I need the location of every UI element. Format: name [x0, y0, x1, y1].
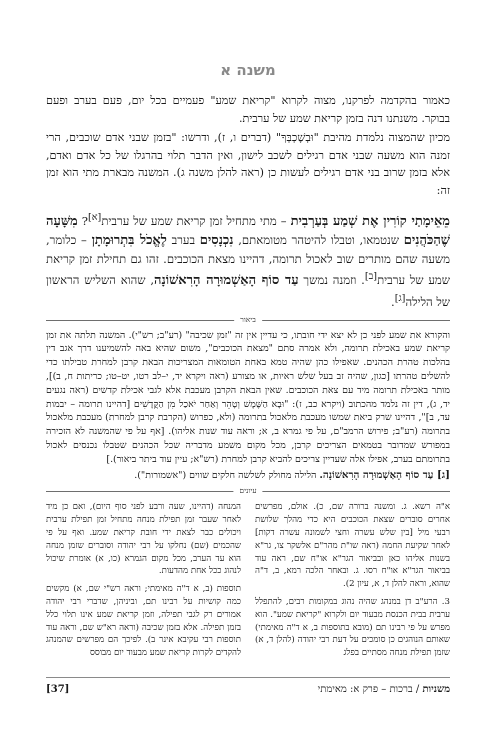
divider-iyunim: [46, 485, 450, 497]
mishnah-quote: מִשָּׁעָה שֶׁהַכֹּהֲנִים: [46, 213, 451, 248]
notes-section: [46, 501, 450, 665]
commentary-lead: [ג] עַד סוֹף הָאַשְׁמוּרָה הָרִאשׁוֹנָה.: [319, 468, 450, 481]
divider-label: עיונים: [233, 485, 262, 497]
commentary-paragraph: והקורא את שמע לפני כן לא יצא ידי חובתו, כי עדיין אין זה "זמן שכיבה" (רע"ב; רש"י). המשנה תלתה את זמן קריאת שמע באכילת תרומה, ולא אמרה סתם "מצאת הכוכבים", משום שהיא באה להשמיענו דרך אגב דין בהלכות טהרת הכהנים. שאפילו כהן שהיה טמא באחת הטומאות המצריכות הבאת קרבן למחרת טבילתו כדי להשלים טהרתו [כגון, שהיה זב בעל שלש ראיות, או מצורע (ראה ויקרא יד, י–לב רטו, יט–טו; כריתות ח, ב)], מותר באכילת תרומה מיד עם צאת הכוכבים. שאין הבאת הקרבן מעכבת אלא לגבי אכילת קדשים (ראה נגעים יד, ג), דין זה נלמד מהכתוב (ויקרא כב, ז): "וּבָא הַשֶּׁמֶשׁ וְטָהֵר וְאַחַר יֹאכַל מִן הַקֳּדָשִׁים [דהיינו תרומה – יבמות עד, ב]", דהיינו שרק ביאת שמשו מעכבת מלאכול בתרומה (ולא, כפרוש (הקרבת קרבן למחרת) מעכבת מלאכול בתרומה (רע"ב; פירוש הרמב"ם, על פי גמרא ב, א; וראה עוד שנות אליהו). [אף על פי שהמשנה לא הזכירה במפורש שמדובר בטמאים הצריכים קרבן, מכל מקום משמע מדבריה שכל הכהנים שטבלו נכנסים לאכול בתרומתם בערב, אפילו אלה שעדיין צריכים להביא קרבן למחרת (רש"א; עיין עוד ביתר ביאור).]: [46, 329, 450, 465]
notes-column-right: [255, 501, 450, 665]
divider-label: ביאור: [234, 314, 262, 326]
book-name: משניות: [422, 684, 450, 695]
note-paragraph: 3. הרע"ב דן במנהג שהיה נהוג במקומות רבים, להתפלל ערבית בבית הכנסת מבעוד יום ולקרוא "קריאת שמע". הוא מפרש על פי רבינו תם (מובא בתוספות ב, א ד"ה מאימתי) שאותם הנוהגים כן סומכים על דעת רבי יהודה (להלן ד, א) שזמן תפילת מנחה מסתיים בפלג: [255, 596, 450, 659]
footnote-marker: [ג]: [394, 292, 406, 304]
mishnah-explanation: – מתי מתחיל זמן קריאת שמע של ערבית: [101, 213, 291, 228]
introduction: [46, 92, 450, 199]
footnote-marker: [א]: [87, 212, 102, 223]
mishnah-quote: מֵאֵימָתַי קוֹרִין אֶת שְׁמַע בְּעַרְבִית: [290, 213, 450, 229]
mishnah-quote: עַד סוֹף הָאַשְׁמוּרָה הָרִאשׁוֹנָה: [154, 272, 299, 288]
mishnah-explanation: , שהוא השליש הראשון של הלילה: [46, 272, 450, 309]
chapter-name: / ברכות – פרק א: מאימתי: [317, 684, 423, 695]
mishnah-explanation: . וזמנה נמשך: [298, 272, 365, 287]
intro-paragraph: כאמור בהקדמה לפרקנו, מצוה לקרוא "קריאת שמע" פעמיים בכל יום, פעם בערב ופעם בבוקר. משנתנו דנה בזמן קריאת שמע של ערבית.: [46, 94, 450, 125]
divider-biur: [46, 314, 450, 326]
mishnah-quote: נִכְנָסִים: [199, 232, 234, 248]
commentary-paragraph: [46, 469, 450, 483]
mishnah-quote: לֶאֱכֹל בִּתְרוּמָתָן: [91, 232, 167, 248]
running-title: [318, 683, 450, 697]
mishnah-explanation: – כלומר, משעה שהם מותרים שוב לאכול תרומה, דהיינו מצאת הכוכבים. זהו גם תחילת זמן קריאת שמע של ערבית: [46, 232, 450, 287]
note-paragraph: המנחה (דהיינו, שעה ורבע לפני סוף היום), ואם כן מיד לאחר שעבר זמן תפילת מנחה מתחיל זמן תפילת ערבית ויכולים כבר לצאת ידי חובת קריאת שמע. ואף על פי שהכמים (שם) נחלקו על רבי יהודה וסוברים שזמן מנחה הוא עד הערב, מכל מקום הגמרא (כו, א) אומרת שיכול לנהוג ככל אחת מהדעות.: [46, 502, 241, 577]
commentary: [46, 329, 450, 483]
mishnah-explanation: .: [391, 294, 395, 309]
note-paragraph: א"ה רשא. ג. ומשנה ברורה שם, כ). אולם, מפרשים אחרים סוברים שצאת הכוכבים היא כדי מהלך שלושת רבעי מיל [בין שלש עשרה וחצי לשמונה עשרה דקות] לאחר שקיעת החמה (ראה שו"ת מהר"ם אלשקר צו, גר"א בשנות אליהו כאן ובביאור הגר"א או"ח שם, ראה עוד בביאור הגר"א או"ח רסו. ג. ובאחר הלכה רמא, ב, ד"ה שהוא, וראה להלן ד, א, עיון 2).: [255, 502, 450, 590]
page-number: [37]: [46, 684, 70, 695]
mishnah-explanation: בערב: [166, 232, 200, 247]
intro-paragraph: מכיון שהמצוה נלמדת מהיבת "וּבְשָׁכְבְּךָ" (דברים ו, ז), ודרשו: "בזמן שבני אדם שוכבים, הרי זמנה הוא משעה שבני אדם רגילים לשכב לישון, ואין הדבר תלוי בהרגלו של כל אדם ואדם, אלא בזמן שרוב בני אדם רגילים לעשות כן (ראה להלן משנה ג). המשנה מבארת מתי הוא זמן זה:: [46, 131, 450, 197]
mishnah-text: [46, 209, 450, 311]
mishnah-explanation: שנטמאו, וטבלו להיטהר מטומאתם,: [233, 232, 404, 247]
commentary-text: הלילה מחולק לשלשה חלקים שווים ("אשמורות").: [134, 469, 320, 481]
section-title: משנה א: [220, 61, 276, 79]
notes-column-left: [46, 501, 241, 665]
mishnah-explanation: ?: [77, 213, 88, 228]
footnote-marker: [ב]: [364, 270, 378, 282]
page-footer: [46, 677, 450, 697]
note-paragraph: תוספות (ב, א ד"ה מאימתי; וראה רש"י שם, א) מקשים כמה קושיות על רבינו תם, וביניהן, שדברי רבי יהודה אמורים רק לגבי תפילה, וזמן קריאת שמע אינו תלוי כלל בזמן תפילה. אלא בזמן שכיבה (וראה רא"ש שם, וראה עוד תוספות רבי עקיבא אינר ב). לפיכך הם מפרשים שהמנהג להקדים לקרות קריאת שמע מבעוד יום מבוסס: [46, 584, 241, 659]
